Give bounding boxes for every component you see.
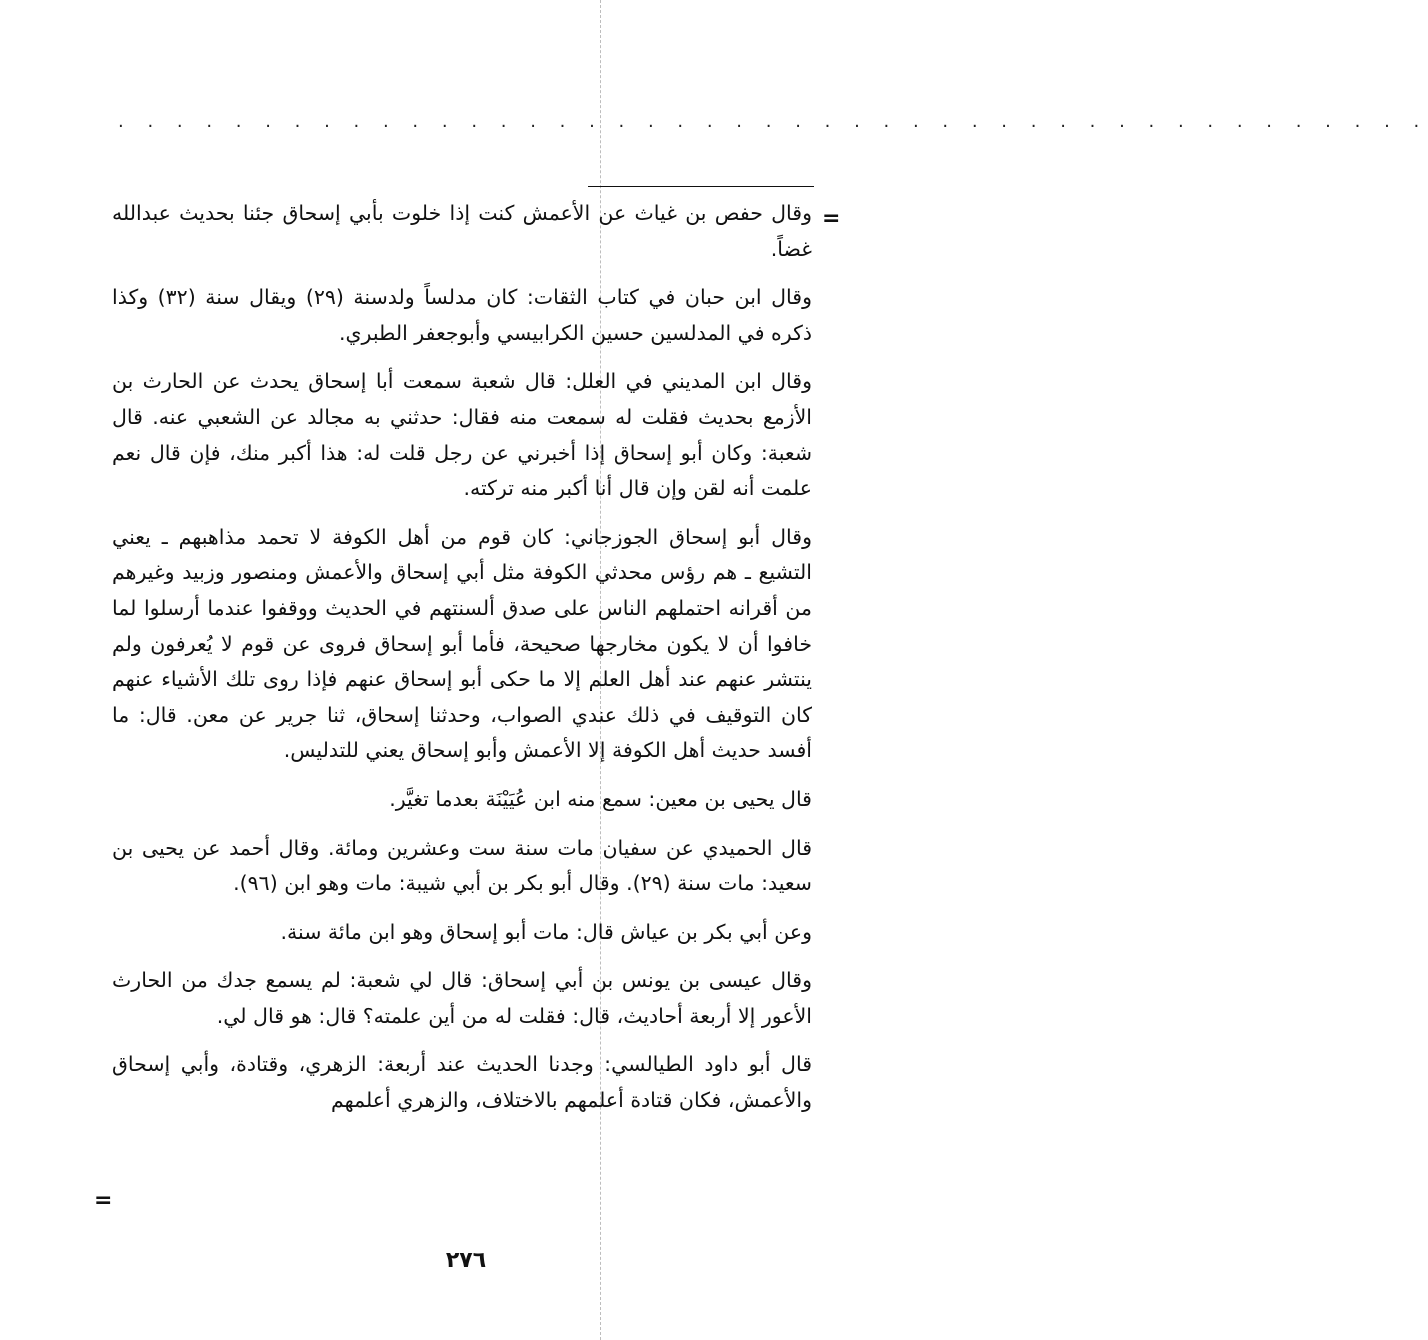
paragraph-8: وقال عيسى بن يونس بن أبي إسحاق: قال لي شعبة: لم يسمع جدك من الحارث الأعور إلا أربعة أحاديث، قال: فقلت له من أين علمته؟ قال: هو قال لي. (112, 968, 812, 1028)
continuation-mark: = (822, 206, 841, 231)
separator-dots: . . . . . . . . . . . . . . . . . . . . . . . . . . . . . . . . . . . . . . . . . . . . . (118, 111, 1428, 132)
paragraph-6: قال الحميدي عن سفيان مات سنة ست وعشرين ومائة. وقال أحمد عن يحيى بن سعيد: مات سنة (٢٩). وقال أبو بكر بن أبي شيبة: مات وهو ابن (٩٦). (112, 835, 812, 896)
footnote-rule (588, 186, 814, 187)
paragraph-9: قال أبو داود الطيالسي: وجدنا الحديث عند أربعة: الزهري، وقتادة، وأبي إسحاق والأعمش، فكان قتادة أعلمهم بالاختلاف، والزهري أعلمهم (112, 1052, 812, 1113)
paragraph-4: وقال أبو إسحاق الجوزجاني: كان قوم من أهل الكوفة لا تحمد مذاهبهم ـ يعني التشيع ـ هم رؤس محدثي الكوفة مثل أبي إسحاق والأعمش ومنصور وزبيد وغيرهم من أقرانه احتملهم الناس على صدق ألسنتهم في الحديث ووقفوا عندما أرسلوا لما خافوا أن لا يكون مخارجها صحيحة، فأما أبو إسحاق فروى عن قوم لا يُعرفون ولم ينتشر عنهم عند أهل العلم إلا ما حكى أبو إسحاق عنهم فإذا روى تلك الأشياء عنهم كان التوقيف في ذلك عندي الصواب، وحدثنا إسحاق، ثنا جرير عن معن. قال: ما أفسد حديث أهل الكوفة إلا الأعمش وأبو إسحاق يعني للتدليس. (112, 524, 812, 763)
paragraph-7: وعن أبي بكر بن عياش قال: مات أبو إسحاق وهو ابن مائة سنة. (280, 919, 812, 944)
paragraph-3: وقال ابن المديني في العلل: قال شعبة سمعت أبا إسحاق يحدث عن الحارث بن الأزمع بحديث فقلت له سمعت منه فقال: حدثني به مجالد عن الشعبي عنه. قال شعبة: وكان أبو إسحاق إذا أخبرني عن رجل قلت له: هذا أكبر منك، فإن قال نعم علمت أنه لقن وإن قال أنا أكبر منه تركته. (112, 369, 812, 501)
paragraph-5: قال يحيى بن معين: سمع منه ابن عُيَيْنَة بعدما تغيَّر. (389, 786, 812, 811)
page-number: ٢٧٦ (445, 1248, 487, 1273)
end-continuation-mark: = (94, 1188, 113, 1213)
paragraph-2: وقال ابن حبان في كتاب الثقات: كان مدلساً ولدسنة (٢٩) ويقال سنة (٣٢) وكذا ذكره في المدلسين حسين الكرابيسي وأبوجعفر الطبري. (112, 285, 812, 345)
paragraph-1: وقال حفص بن غياث عن الأعمش كنت إذا خلوت بأبي إسحاق جئنا بحديث عبدالله غضاً. (112, 201, 812, 261)
footnote-body (112, 196, 812, 1132)
